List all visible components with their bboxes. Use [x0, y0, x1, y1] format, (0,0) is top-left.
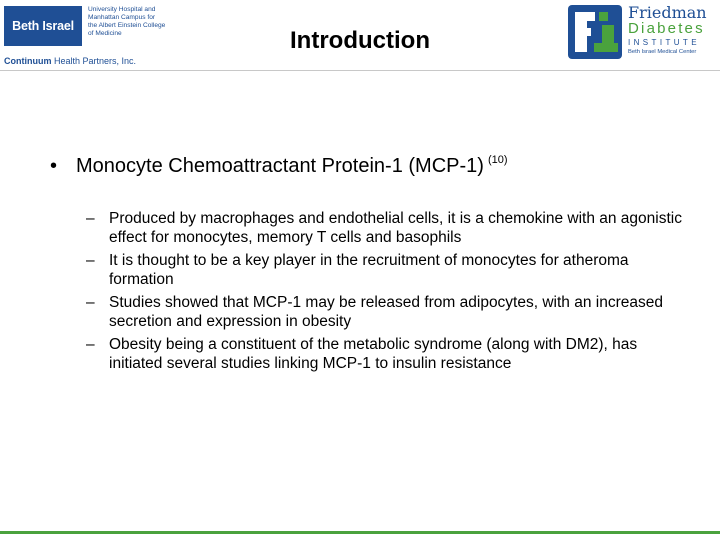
continuum-rest: Health Partners, Inc.: [51, 56, 137, 66]
affiliation-line: Manhattan Campus for: [88, 14, 156, 21]
main-bullet: [50, 148, 690, 178]
list-item: [86, 209, 686, 247]
list-item-text: It is thought to be a key player in the recruitment of monocytes for atheroma formation: [109, 252, 629, 288]
continuum-bold: Continuum: [4, 56, 52, 66]
beth-israel-logo: [4, 6, 174, 68]
list-item-text: Obesity being a constituent of the metabolic syndrome (along with DM2), has initiated several studies linking MCP-1 to insulin resistance: [109, 336, 638, 372]
dash-icon: –: [86, 336, 95, 353]
continuum-tagline: [4, 56, 136, 66]
affiliation-line: of Medicine: [88, 30, 122, 37]
friedman-institute: INSTITUTE: [628, 38, 700, 47]
friedman-subtitle: Beth Israel Medical Center: [628, 49, 697, 55]
beth-israel-wordmark: Beth Israel: [4, 6, 82, 46]
dash-icon: –: [86, 210, 95, 227]
friedman-text: [628, 4, 720, 56]
friedman-diabetes: Diabetes: [628, 20, 705, 37]
affiliation-line: the Albert Einstein College: [88, 22, 166, 29]
affiliation-line: University Hospital and: [88, 6, 156, 13]
slide-header: [0, 0, 720, 70]
page-title: Introduction: [290, 27, 430, 54]
list-item: [86, 293, 686, 331]
list-item-text: Produced by macrophages and endothelial cells, it is a chemokine with an agonistic effect for monocytes, memory T cells and basophils: [109, 210, 682, 246]
dash-icon: –: [86, 294, 95, 311]
friedman-logo: [566, 3, 718, 65]
list-item: [86, 335, 686, 373]
beth-israel-affiliation: [88, 6, 172, 38]
sub-bullet-list: [86, 209, 686, 377]
friedman-mark-icon: [566, 3, 624, 61]
reference-marker: (10): [487, 154, 508, 166]
list-item-text: Studies showed that MCP-1 may be released from adipocytes, with an increased secretion and expression in obesity: [109, 294, 663, 330]
footer-accent-bar: [0, 531, 720, 534]
main-bullet-text: Monocyte Chemoattractant Protein-1 (MCP-1): [76, 155, 484, 177]
dash-icon: –: [86, 252, 95, 269]
friedman-name: Friedman: [628, 3, 707, 22]
header-divider: [0, 70, 720, 71]
bullet-icon: •: [50, 155, 58, 177]
list-item: [86, 251, 686, 289]
